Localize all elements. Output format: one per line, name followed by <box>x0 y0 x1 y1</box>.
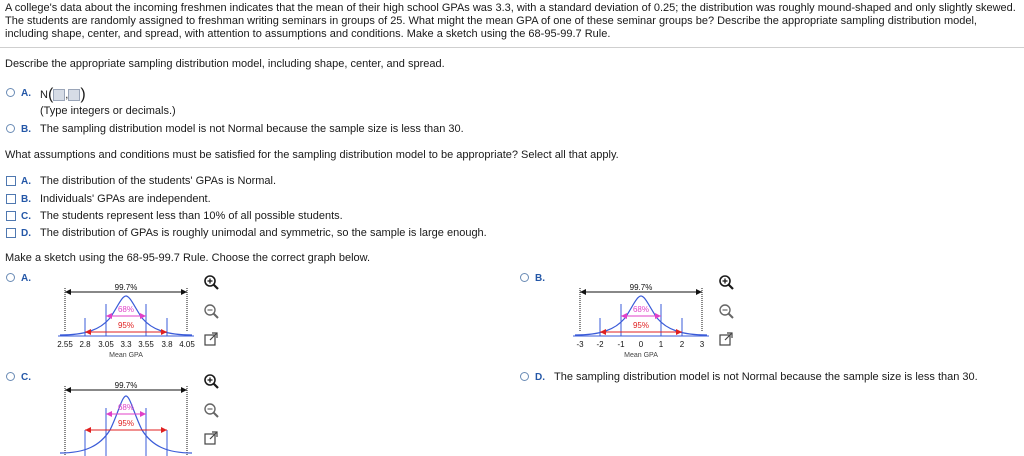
arrow-68-left <box>621 313 627 319</box>
q2-option-a-checkbox[interactable] <box>6 176 16 186</box>
q1-option-b-text: The sampling distribution model is not Normal because the sample size is less than 30. <box>40 123 464 135</box>
open-window-icon[interactable] <box>203 331 219 347</box>
arrow-right <box>181 387 187 393</box>
zoom-in-icon[interactable] <box>203 373 219 389</box>
q2-option-c-letter: C. <box>21 211 31 222</box>
problem-prompt: A college's data about the incoming freshmen indicates that the mean of their high school GPAs was 3.3, with a standard deviation of 0.25; the distribution was roughly mound-shaped and only slightly skewed. The students are randomly assigned to freshman writing seminars in groups of 25. What might the mean GPA of one of these seminar groups be? Describe the appropriate sampling distribution model, including shape, center, and spread, with attention to assumptions and conditions. Make a sketch using the 68-95-99.7 Rule. <box>5 2 1016 40</box>
arrow-68-right <box>655 313 661 319</box>
q2-option-b-checkbox[interactable] <box>6 194 16 204</box>
arrow-right <box>696 289 702 295</box>
tick-label: 3 <box>699 340 705 349</box>
q2-option-d-letter: D. <box>21 228 31 239</box>
arrow-left <box>65 387 71 393</box>
arrow-95-left <box>85 427 91 433</box>
normal-prefix: N <box>40 88 48 101</box>
label-95: 95% <box>632 321 650 330</box>
q2-option-d-text: The distribution of GPAs is roughly unimodal and symmetric, so the sample is large enough. <box>40 227 487 239</box>
q2-question: What assumptions and conditions must be satisfied for the sampling distribution model to be appropriate? Select all that apply. <box>5 149 619 161</box>
graph-b <box>555 280 725 366</box>
label-68: 68% <box>117 403 135 412</box>
zoom-out-icon[interactable] <box>203 402 219 418</box>
q1-option-a-letter: A. <box>21 88 31 99</box>
arrow-68-left <box>106 411 112 417</box>
zoom-in-icon[interactable] <box>718 274 734 290</box>
open-paren: ( <box>47 86 54 103</box>
x-axis-label: Mean GPA <box>109 352 143 359</box>
arrow-left <box>65 289 71 295</box>
q1-normal-model <box>40 86 86 104</box>
tick-label: 1 <box>658 340 664 349</box>
q3-option-a-letter: A. <box>21 273 31 284</box>
arrow-68-right <box>140 313 146 319</box>
divider <box>0 47 1024 48</box>
zoom-out-icon[interactable] <box>718 303 734 319</box>
tick-label: 4.05 <box>179 340 195 349</box>
x-axis-label: Mean GPA <box>624 352 658 359</box>
q2-option-c-text: The students represent less than 10% of all possible students. <box>40 210 343 222</box>
q2-option-b-text: Individuals' GPAs are independent. <box>40 193 211 205</box>
tick-label: 0 <box>638 340 644 349</box>
arrow-95-right <box>676 329 682 335</box>
q3-option-b-letter: B. <box>535 273 545 284</box>
q1-hint: (Type integers or decimals.) <box>40 105 176 117</box>
arrow-95-right <box>161 329 167 335</box>
label-95: 95% <box>117 419 135 428</box>
label-997: 99.7% <box>629 283 653 292</box>
comma: , <box>65 88 69 101</box>
tick-label: 2.55 <box>57 340 73 349</box>
tick-label: 3.3 <box>120 340 132 349</box>
q3-option-c-letter: C. <box>21 372 31 383</box>
graph-c <box>40 378 210 456</box>
tick-label: 3.8 <box>161 340 173 349</box>
q3-option-d-radio[interactable] <box>520 372 529 381</box>
tick-label: 2 <box>679 340 685 349</box>
arrow-68-left <box>106 313 112 319</box>
tick-label: -2 <box>596 340 604 349</box>
q3-option-d-text: The sampling distribution model is not Normal because the sample size is less than 30. <box>554 371 978 383</box>
q2-option-b-letter: B. <box>21 194 31 205</box>
close-paren: ) <box>80 86 86 103</box>
label-68: 68% <box>632 305 650 314</box>
zoom-out-icon[interactable] <box>203 303 219 319</box>
label-68: 68% <box>117 305 135 314</box>
tick-label: -1 <box>617 340 625 349</box>
q3-question: Make a sketch using the 68-95-99.7 Rule. Choose the correct graph below. <box>5 252 371 264</box>
label-997: 99.7% <box>114 283 138 292</box>
q1-question: Describe the appropriate sampling distribution model, including shape, center, and spread. <box>5 58 445 70</box>
arrow-left <box>580 289 586 295</box>
zoom-in-icon[interactable] <box>203 274 219 290</box>
tick-label: 3.55 <box>138 340 154 349</box>
q2-option-d-checkbox[interactable] <box>6 228 16 238</box>
open-window-icon[interactable] <box>718 331 734 347</box>
tick-label: 2.8 <box>79 340 91 349</box>
arrow-68-right <box>140 411 146 417</box>
q2-option-c-checkbox[interactable] <box>6 211 16 221</box>
arrow-95-right <box>161 427 167 433</box>
label-95: 95% <box>117 321 135 330</box>
q3-option-b-radio[interactable] <box>520 273 529 282</box>
arrow-95-left <box>600 329 606 335</box>
arrow-95-left <box>85 329 91 335</box>
tick-label: -3 <box>576 340 584 349</box>
graph-a <box>40 280 210 366</box>
label-997: 99.7% <box>114 381 138 390</box>
q3-option-a-radio[interactable] <box>6 273 15 282</box>
arrow-right <box>181 289 187 295</box>
open-window-icon[interactable] <box>203 430 219 446</box>
q1-option-b-radio[interactable] <box>6 124 15 133</box>
q3-option-d-letter: D. <box>535 372 545 383</box>
q1-option-a-radio[interactable] <box>6 88 15 97</box>
tick-label: 3.05 <box>98 340 114 349</box>
q2-option-a-letter: A. <box>21 176 31 187</box>
q1-option-b-letter: B. <box>21 124 31 135</box>
q2-option-a-text: The distribution of the students' GPAs is Normal. <box>40 175 277 187</box>
q3-option-c-radio[interactable] <box>6 372 15 381</box>
sd-input[interactable] <box>68 89 80 101</box>
mean-input[interactable] <box>53 89 65 101</box>
